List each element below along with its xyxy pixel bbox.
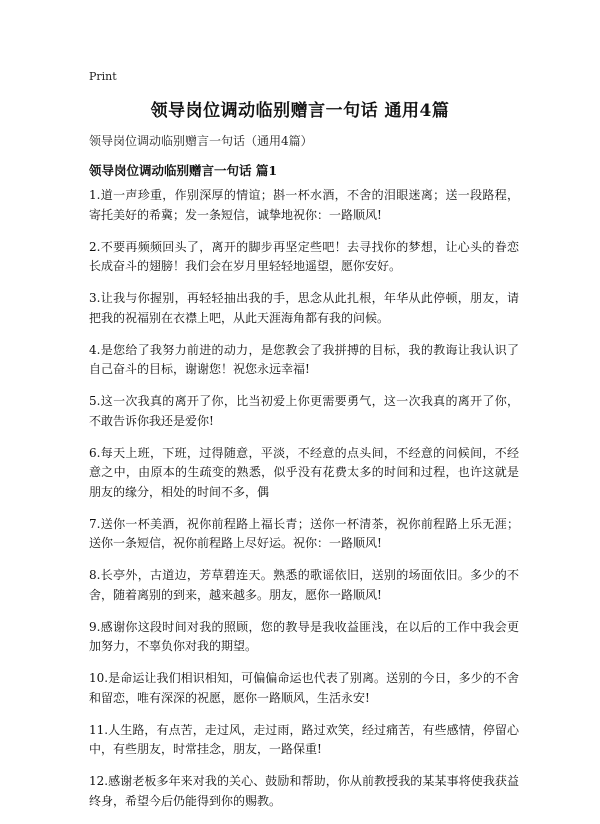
paragraph-5: 5.这一次我真的离开了你，比当初爱上你更需要勇气，这一次我真的离开了你，不敢告诉你我还是爱你!: [89, 394, 519, 428]
paragraph-11: 11.人生路，有点苦，走过风，走过雨，路过欢笑，经过痛苦，有些感情，停留心中，有些朋友，时常挂念，朋友，一路保重!: [89, 722, 519, 756]
document-subtitle: 领导岗位调动临别赠言一句话（通用4篇）: [89, 134, 313, 148]
paragraph-9: 9.感谢你这段时间对我的照顾，您的教导是我收益匪浅，在以后的工作中我会更加努力，不辜负你对我的期望。: [89, 619, 519, 653]
paragraph-10: 10.是命运让我们相识相知，可偏偏命运也代表了别离。送别的今日，多少的不舍和留恋，唯有深深的祝愿，愿你一路顺风，生活永安!: [89, 671, 519, 705]
paragraph-1: 1.道一声珍重，作别深厚的情谊；斟一杯水酒，不舍的泪眼迷离；送一段路程，寄托美好的希冀；发一条短信，诚挚地祝你：一路顺风!: [89, 188, 519, 222]
paragraph-12: 12.感谢老板多年来对我的关心、鼓励和帮助，你从前教授我的某某事将使我获益终身，希望今后仍能得到你的赐教。: [89, 774, 519, 808]
paragraph-6: 6.每天上班，下班，过得随意，平淡，不经意的点头间，不经意的问候间，不经意之中，由原本的生疏变的熟悉，似乎没有花费太多的时间和过程，也许这就是朋友的缘分，相处的时间不多，偶: [89, 445, 519, 499]
print-label[interactable]: Print: [89, 70, 117, 83]
document-title: 领导岗位调动临别赠言一句话 通用4篇: [150, 101, 450, 121]
paragraph-8: 8.长亭外，古道边，芳草碧连天。熟悉的歌谣依旧，送别的场面依旧。多少的不舍，随着离别的到来，越来越多。朋友，愿你一路顺风!: [89, 568, 519, 602]
paragraph-7: 7.送你一杯美酒，祝你前程路上福长青；送你一杯清茶，祝你前程路上乐无涯；送你一条短信，祝你前程路上尽好运。祝你：一路顺风!: [89, 516, 519, 550]
section-heading: 领导岗位调动临别赠言一句话 篇1: [89, 163, 278, 178]
paragraph-4: 4.是您给了我努力前进的动力，是您教会了我拼搏的目标，我的教诲让我认识了自己奋斗的目标，谢谢您！祝您永远幸福!: [89, 342, 519, 376]
paragraph-list: [89, 186, 519, 824]
paragraph-3: 3.让我与你握别，再轻轻抽出我的手，思念从此扎根，年华从此停顿，朋友，请把我的祝福别在衣襟上吧，从此天涯海角都有我的问候。: [89, 291, 519, 325]
paragraph-2: 2.不要再频频回头了，离开的脚步再坚定些吧！去寻找你的梦想，让心头的眷恋长成奋斗的翅膀！我们会在岁月里轻轻地遥望，愿你安好。: [89, 239, 519, 273]
